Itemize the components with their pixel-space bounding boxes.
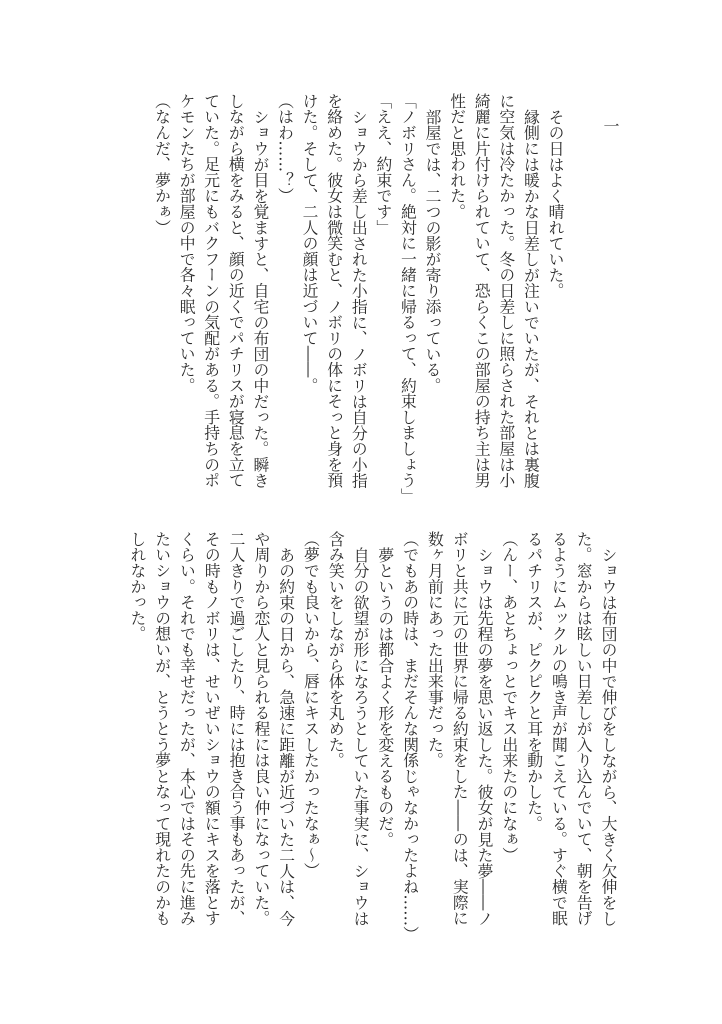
text-line: 性だと思われた。 — [447, 93, 467, 220]
text-block-bottom — [124, 531, 620, 942]
text-line: ショウは先程の夢を思い返した。彼女が見た夢――ノ — [475, 546, 495, 926]
text-line: 綺麗に片付けられていて、恐らくこの部屋の持ち主は男 — [472, 93, 492, 488]
text-line: ショウは布団の中で伸びをしながら、大きく欠伸をし — [599, 546, 618, 926]
text-line: 縁側には暖かな日差しが注いでいたが、それとは裏腹 — [521, 108, 541, 488]
text-line: しながら横をみると、顔の近くでパチリスが寝息を立て — [226, 93, 246, 488]
text-line: 数ヶ月前にあった出来事だった。 — [425, 531, 445, 768]
text-line: あの約束の日から、急速に距離が近づいた二人は、今 — [276, 546, 296, 926]
text-line: るパチリスが、ピクピクと耳を動かした。 — [524, 531, 544, 832]
text-line: （夢でも良いから、唇にキスしたかったなぁ～） — [301, 531, 321, 879]
text-line: 二人きりで過ごしたり、時には抱き合う事もあったが、 — [227, 531, 247, 926]
text-line: たいショウの想いが、とうとう夢となって現れたのかも — [152, 531, 172, 926]
text-line: 「ノボリさん。絶対に一緒に帰るって、約束しましょう」 — [398, 93, 418, 504]
text-line: （でもあの時は、まだそんな関係じゃなかったよね……） — [400, 531, 420, 942]
text-line: その日はよく晴れていた。 — [546, 108, 565, 299]
text-line: ショウが目を覚ますと、自宅の布団の中だった。瞬き — [250, 108, 270, 488]
text-line: ケモンたちが部屋の中で各々眠っていた。 — [177, 93, 197, 394]
text-line: 夢というのは都合よく形を変えるものだ。 — [375, 546, 395, 847]
text-line: 自分の欲望が形になろうとしていた事実に、ショウは — [351, 546, 371, 926]
chapter-heading: 一 — [601, 118, 620, 134]
text-line: しれなかった。 — [127, 531, 147, 642]
text-line: その時もノボリは、せいぜいショウの額にキスを落とす — [202, 531, 222, 926]
text-line: 部屋では、二つの影が寄り添っている。 — [423, 108, 443, 394]
text-line: ショウから差し出された小指に、ノボリは自分の小指 — [349, 108, 369, 488]
text-line: を絡めた。彼女は微笑むと、ノボリの体にそっと身を預 — [324, 93, 344, 488]
text-line: （んー、あとちょっとでキス出来たのになぁ） — [499, 531, 519, 863]
text-line: ボリと共に元の世界に帰る約束をした――のは、実際に — [450, 531, 470, 926]
text-line: （はわ……？） — [275, 93, 295, 204]
text-line: た。窓からは眩しい日差しが入り込んでいて、朝を告げ — [574, 531, 594, 926]
text-line: ていた。足元にもバクフーンの気配がある。手持ちのポ — [201, 93, 221, 488]
text-line: に空気は冷たかった。冬の日差しに照らされた部屋は小 — [496, 93, 516, 488]
text-line: （なんだ、夢かぁ） — [152, 93, 172, 236]
text-line: や周りから恋人と見られる程には良い仲になっていた。 — [251, 531, 271, 926]
text-line: くらい。それでも幸せだったが、本心ではその先に進み — [177, 531, 197, 926]
text-line: 含み笑いをしながら体を丸めた。 — [326, 531, 346, 768]
text-line: 「ええ、約束です」 — [373, 93, 393, 236]
text-line: けた。そして、二人の顔は近づいて――。 — [300, 93, 320, 394]
text-line: るようにムックルの鳴き声が聞こえている。すぐ横で眠 — [549, 531, 569, 926]
text-block-top — [149, 93, 567, 504]
